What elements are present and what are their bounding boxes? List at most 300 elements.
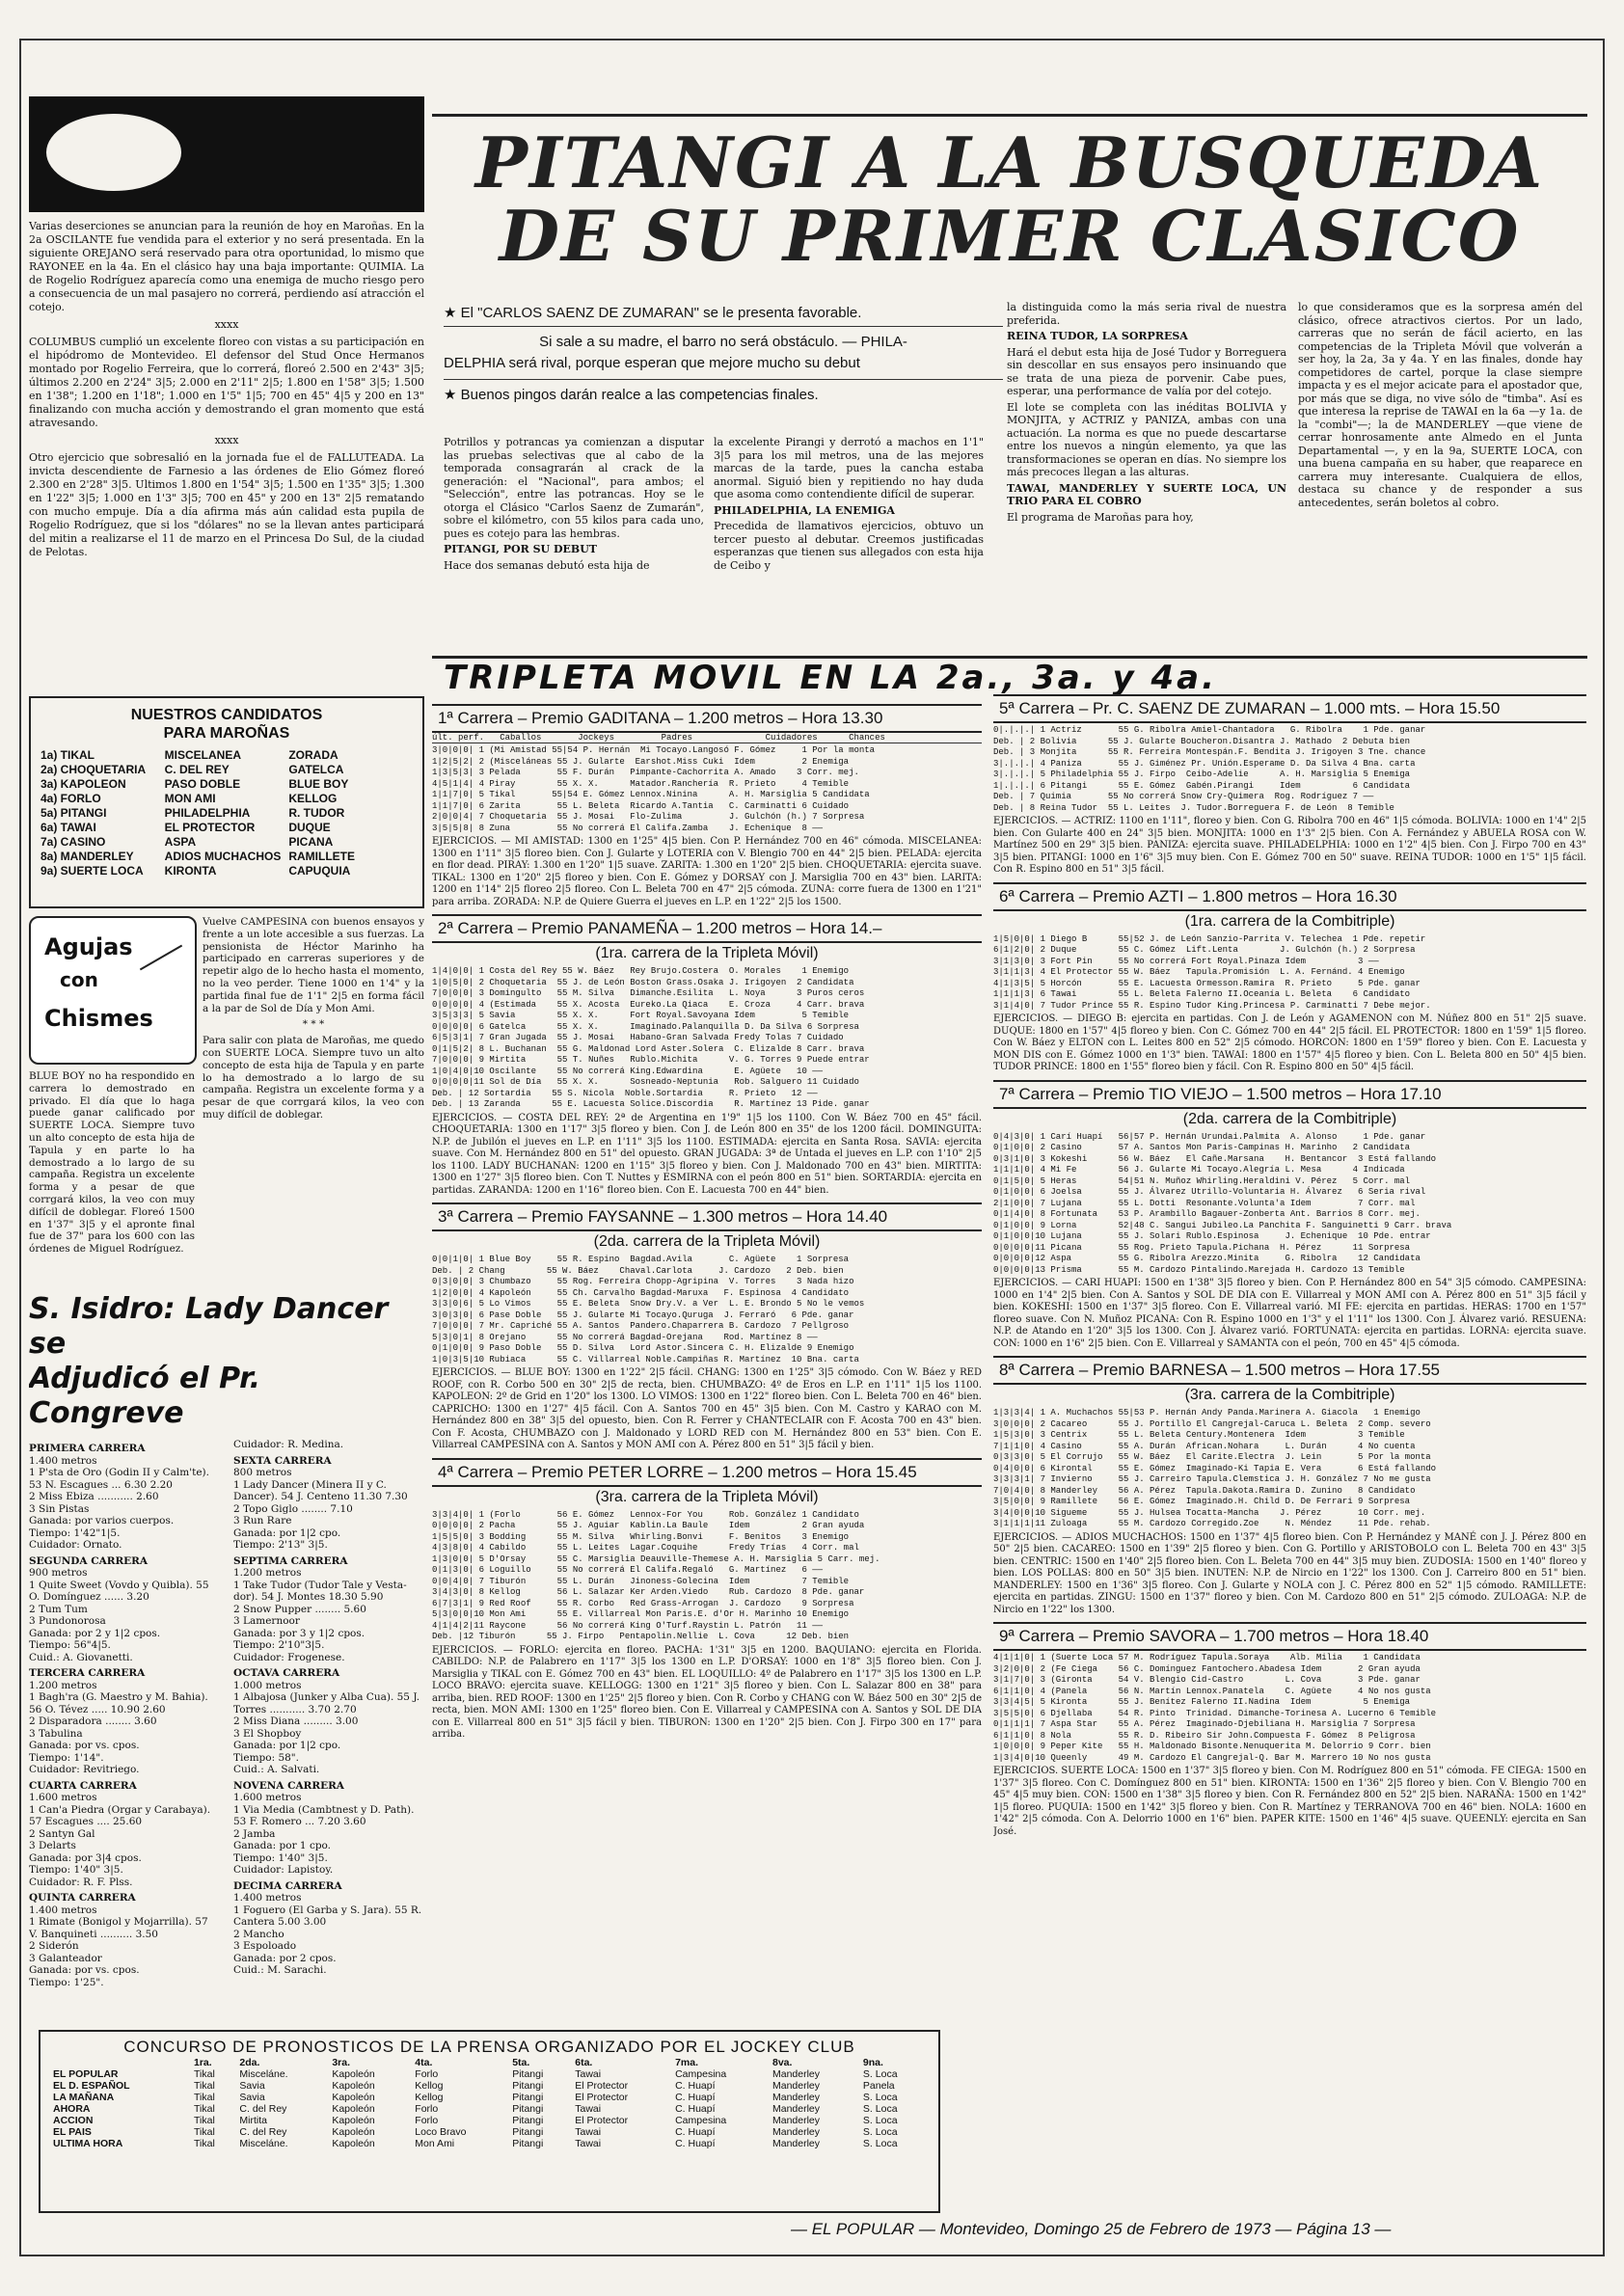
pick-cell: Kapoleón: [332, 2126, 375, 2138]
race-section: [993, 882, 1586, 1074]
candidate-cell: 1a) TIKAL: [41, 748, 95, 762]
entry-row: 0|0|0|0| 2 Pacha 55 J. Aguiar Kablin.La Baule Idem 2 Gran ayuda: [432, 1521, 865, 1530]
entry-row: 6|1|2|0| 2 Duque 55 C. Gómez Lift.Lenta J. Gulchón (h.) 2 Sorpresa: [993, 945, 1416, 955]
race-section: [993, 1356, 1586, 1616]
race-exercises: EJERCICIOS. — COSTA DEL REY: 2ª de Argentina en 1'9" 1|5 los 1100. Con W. Báez 700 en 45" fácil. CHOQUETARIA: 1300 en 1'17" 3|5 floreo y bien. Con J. de León 800 en 35" de los 1200 fácil. DOMINGUITA: N.P. de Jubilón el jueves en L.P. en 1'11" 3|5 los 1100. ESTIMADA: ejercita en Santa Rosa. SAVIA: ejercita suave. Con M. Hernández 800 en 51" del opuesto. GRAN JUGADA: 3ª de Untada el jueves en L.P. con 1'10" 2|5 los 1100. LADY BUCHANAN: 1200 en 1'15" 3|5 floreo y bien. Con J. Maldonado 700 en 43" bien. MIRTITA: 1300 en 1'27" 3|5 floreo bien. Con T. Nuttes y ESMIRNA con el peón 800 en 51" bien. SORTARDIA: ejercita en partidas. ZARANDA: 1200 en 1'16" floreo bien. Con E. Lacuesta 700 en 44" bien.: [432, 1112, 982, 1196]
result-line: 2 Mancho: [233, 1928, 284, 1940]
pick-cell: Forlo: [415, 2068, 439, 2080]
note-paragraph: COLUMBUS cumplió un excelente floreo con vistas a su participación en el hipódromo de Montevideo. El defensor del Stud Once Hermanos montado por Rogelio Ferreira, que lo correrá, floreó 2.500 en 2'43" 3|5; últimos 2.200 en 2'24" 3|5; 2.000 en 2'11" 2|5; 1.800 en 1'58" 3|5; 1.500 en 1'38"; 1.200 en 1'18"; 1.000 en 1'5" 1|5; 700 en 45" 4|5 y 200 en 13" finalizando con mucha acción y demostrando el gran momento que está atravesando.: [29, 336, 424, 429]
agujas-separator: * * *: [302, 1018, 325, 1031]
agujas-text-left: [29, 1070, 195, 1283]
isidro-title-1: S. Isidro: Lady Dancer se: [29, 1292, 389, 1361]
race-header: 1ª Carrera – Premio GADITANA – 1.200 metros – Hora 13.30: [432, 704, 982, 733]
result-line: 3 Espoloado: [233, 1940, 297, 1952]
entry-row: 1|2|5|2| 2 (Misceláneas 55 J. Gularte Earshot.Miss Cuki Idem 2 Enemiga: [432, 756, 850, 767]
result-line: 1 Foguero (El Garba y S. Jara). 55 R. Cantera 5.00 3.00: [233, 1904, 422, 1928]
entry-row: 5|3|0|0|10 Mon Ami 55 E. Villarreal Mon Paris.E. d'Or H. Marinho 10 Enemigo: [432, 1609, 850, 1619]
pick-cell: Kapoleón: [332, 2080, 375, 2092]
entry-row: 0|1|5|0| 5 Heras 54|51 N. Muñoz Whirling.Heraldini V. Pérez 5 Corr. mal: [993, 1175, 1411, 1186]
pick-cell: Mon Ami: [415, 2138, 455, 2149]
entry-row: 0|1|0|0|10 Lujana 55 J. Solari Rublo.Espinosa J. Echenique 10 Pde. entrar: [993, 1231, 1431, 1241]
result-line: 56 O. Tévez ..... 10.90 2.60: [29, 1703, 166, 1715]
entry-row: 3|3|4|0| 1 (Forlo 56 E. Gómez Lennox-For You Rob. González 1 Candidato: [432, 1509, 859, 1520]
pick-cell: Kapoleón: [332, 2068, 375, 2080]
concurso-header-cell: 8va.: [772, 2057, 793, 2068]
candidate-cell: PHILADELPHIA: [164, 806, 251, 820]
race-subtitle: (2da. carrera de la Combitriple): [1182, 1110, 1397, 1127]
needle-icon: [140, 945, 182, 971]
concurso-row: [50, 2103, 929, 2115]
entry-row: 1|0|4|0|10 Oscilante 55 No correrá King.Edwardina E. Agüete 10 ——: [432, 1066, 824, 1076]
pick-cell: Tawai: [575, 2068, 602, 2080]
agujas-section: [29, 916, 424, 1283]
pick-cell: S. Loca: [862, 2103, 898, 2115]
entry-row: 1|0|5|0| 2 Choquetaria 55 J. de León Boston Grass.Osaka J. Irigoyen 2 Candidata: [432, 977, 854, 987]
race-subtitle: (2da. carrera de la Tripleta Móvil): [593, 1233, 821, 1250]
story-col-4: [1298, 301, 1583, 653]
entry-row: 3|5|5|0| 6 Djellaba 54 R. Pinto Trinidad. Dimanche-Torinesa A. Lucerno 6 Temible: [993, 1708, 1437, 1718]
agujas-logo-line: con: [60, 968, 98, 991]
result-line: 1.000 metros: [233, 1679, 302, 1691]
race-section: [993, 1622, 1586, 1838]
concurso-header-cell: 5ta.: [512, 2057, 530, 2068]
entries-table: [993, 1132, 1586, 1277]
candidate-row: [41, 821, 413, 835]
candidate-cell: 7a) CASINO: [41, 835, 106, 849]
agujas-logo-line: Agujas: [44, 933, 133, 960]
story-paragraph: Hace dos semanas debutó esta hija de: [444, 558, 650, 572]
entry-row: 2|0|0|4| 7 Choquetaria 55 J. Mosai Flo-Zulima J. Gulchón (h.) 7 Sorpresa: [432, 812, 865, 822]
entry-row: 4|5|1|4| 4 Piray 55 X. X. Matador.Ranchería R. Prieto 4 Temible: [432, 778, 850, 789]
candidate-cell: 8a) MANDERLEY: [41, 850, 134, 863]
entry-row: 2|1|0|0| 7 Lujana 55 L. Dotti Resonante.Volunta'a Idem 7 Corr. mal: [993, 1198, 1416, 1208]
story-paragraph: la excelente Pirangi y derrotó a machos en 1'1" 3|5 para los mil metros, una de las mejores marcas de la tarde, pues la cancha estaba anormal. Siguió bien y repitiendo no hay duda que asoma como contendiente difícil de superar.: [714, 436, 984, 500]
candidate-row: [41, 748, 413, 763]
result-line: 3 Tabulina: [29, 1727, 83, 1740]
race-header: 7ª Carrera – Premio TIO VIEJO – 1.500 metros – Hora 17.10: [993, 1080, 1586, 1109]
entry-row: 0|0|0|0|11 Sol de Día 55 X. X. Sosneado-Neptunia Rob. Salguero 11 Cuidado: [432, 1077, 859, 1087]
pick-cell: Panela: [862, 2080, 895, 2092]
race-header: 3ª Carrera – Premio FAYSANNE – 1.300 metros – Hora 14.40: [432, 1202, 982, 1231]
result-line: 1.200 metros: [233, 1567, 302, 1579]
result-line: Ganada: por 2 cpos.: [233, 1952, 337, 1964]
result-line: Tiempo: 2'13" 3|5.: [233, 1539, 328, 1551]
entry-row: 4|1|3|5| 5 Horcón 55 E. Lacuesta Ormesson.Ramira R. Prieto 5 Pde. ganar: [993, 978, 1421, 988]
entry-row: 0|4|0|0| 6 Kirontal 55 E. Gómez Imaginado-Ki Tapia E. Vera 6 Está fallando: [993, 1463, 1437, 1473]
entry-row: 1|0|0|0| 9 Peper Kite 55 H. Maldonado Bisonte.Nenuquerita M. Delorrio 9 Corr. bien: [993, 1742, 1431, 1751]
candidate-cell: 2a) CHOQUETARIA: [41, 763, 147, 776]
concurso-row: [50, 2138, 929, 2149]
pick-cell: C. Huapí: [675, 2126, 716, 2138]
pick-cell: Loco Bravo: [415, 2126, 467, 2138]
pick-cell: Pitangi: [512, 2080, 544, 2092]
entry-row: 1|5|5|0| 3 Bodding 55 M. Silva Whirling.Bonvi F. Benitos 3 Enemigo: [432, 1531, 850, 1542]
pick-cell: Manderley: [772, 2103, 821, 2115]
result-line: 1.600 metros: [233, 1792, 302, 1803]
entry-row: 0|0|0|0|13 Prisma 55 M. Cardozo Pintalindo.Marejada H. Cardozo 13 Temible: [993, 1264, 1405, 1275]
result-line: DECIMA CARRERA: [233, 1879, 342, 1892]
entry-row: 0|0|0|0|12 Aspa 55 G. Ribolra Arezzo.Minita G. Ribolra 12 Candidata: [993, 1254, 1421, 1263]
pick-cell: Misceláne.: [239, 2138, 288, 2149]
deck-line: ★ Buenos pingos darán realce a las competencias finales.: [444, 387, 819, 403]
pick-cell: Savia: [239, 2092, 265, 2103]
deck-bullets: [444, 301, 1003, 411]
entry-row: 7|0|4|0| 8 Manderley 56 A. Pérez Tapula.Dakota.Ramira D. Zunino 8 Candidato: [993, 1485, 1416, 1496]
entry-row: 0|.|.|.| 1 Actriz 55 G. Ribolra Amiel-Chantadora G. Ribolra 1 Pde. ganar: [993, 725, 1426, 735]
entry-row: 1|3|0|0| 5 D'Orsay 55 C. Marsiglia Deauville-Themese A. H. Marsiglia 5 Carr. mej.: [432, 1553, 880, 1564]
result-line: 3 Delarts: [29, 1840, 76, 1851]
headline-rule-top: [432, 114, 1587, 117]
candidate-cell: ASPA: [164, 835, 197, 849]
deck-line: ★ El "CARLOS SAENZ DE ZUMARAN" se le presenta favorable.: [444, 301, 1003, 327]
entry-row: 7|1|1|0| 4 Casino 55 A. Durán African.Nohara L. Durán 4 No cuenta: [993, 1441, 1416, 1451]
entry-row: 1|5|0|0| 1 Diego B 55|52 J. de León Sanzio-Parrita V. Telechea 1 Pde. repetir: [993, 933, 1426, 944]
candidate-row: [41, 792, 413, 806]
race-exercises: EJERCICIOS. SUERTE LOCA: 1500 en 1'37" 3|5 floreo y bien. Con M. Rodríguez 800 en 51" cómoda. FE CIEGA: 1500 en 1'37" 3|5 floreo. Con C. Domínguez 800 en 51" bien. KIRONTA: 1500 en 1'36" 2|5 floreo y bien. Con V. Blengio 700 en 45" 4|5 muy bien. CON: 1500 en 1'38" 3|5 floreo y bien. Con R. Fernández 800 en 52" 2|5 bien. NARAÑA: 1500 en 1'42" 1|5 floreo. PUQUIA: 1500 en 1'42" 3|5 floreo y bien. Con R. Martínez y TERRANOVA 700 en 46" bien. NOLA: 1600 en 1'42" 2|5 cómoda. Con A. Delorrio 1000 en 1'6" bien. PAPER KITE: 1500 en 1'46" 4|5 suave. QUEENLY: ejercita en San José.: [993, 1766, 1586, 1837]
result-line: Ganada: por 2 y 1|2 cpos.: [29, 1627, 161, 1639]
entry-row: 0|0|0|0|11 Picana 55 Rog. Prieto Tapula.Pichana H. Pérez 11 Sorpresa: [993, 1242, 1411, 1253]
isidro-col-a: [29, 1439, 220, 1988]
story-paragraph: Precedida de llamativos ejercicios, obtuvo un tercer puesto al debutar. Creemos justificadas esperanzas que tienen sus allegados con esta hija de Ceibo y: [714, 520, 984, 572]
pick-cell: Pitangi: [512, 2068, 544, 2080]
result-line: SEXTA CARRERA: [233, 1454, 332, 1467]
pick-cell: Tikal: [194, 2080, 215, 2092]
entry-row: 3|1|4|0| 7 Tudor Prince 55 R. Espino Tudor King.Princesa P. Carminatti 7 Debe mejor.: [993, 1000, 1431, 1011]
pick-cell: Pitangi: [512, 2115, 544, 2126]
entry-row: 6|5|3|1| 7 Gran Jugada 55 J. Mosai Habano-Gran Salvada Fredy Tolas 7 Cuidado: [432, 1033, 844, 1042]
pick-cell: C. Huapí: [675, 2103, 716, 2115]
candidate-cell: EL PROTECTOR: [164, 821, 256, 834]
race-exercises: EJERCICIOS. — FORLO: ejercita en floreo. PACHA: 1'31" 3|5 en 1200. BAQUIANO: ejercita en Florida. CABILDO: N.P. de Palabrero en 1'17" 3|5 los 1300 en L.P. D'ORSAY: 1000 en 1'8" 3|5 floreo bien. Con J. Marsiglia y TIKAL con E. Gómez 700 en 43" bien. EL LOQUILLO: 4º de Palabrero en 1'17" 3|5 los 1300 en L.P. LOCO BRAVO: ejercita suave. KELLOGG: 1300 en 1'21" 3|5 floreo y bien. Con L. Salazar 800 en 38" para arriba, bien. RED ROOF: 1300 en 1'25" 2|5 floreo y bien. Con R. Corbo y CHANG con W. Báez 500 en 30" 2|5 de recta, bien. MON AMI: 1300 en 1'25" floreo bien. Con E. Villarreal y CAMPESINA con A. Santos y SOL DE DIA con E. Villarreal 800 en 51" 3|5 fácil y bien. TIBURON: 1300 en 1'20" 2|5 bien. Con J. Firpo 300 en 17" para arriba.: [432, 1644, 982, 1740]
result-line: 1 Rimate (Bonigol y Mojarrilla). 57 V. Banquineti .......... 3.50: [29, 1916, 208, 1940]
entry-row: 4|1|1|0| 1 (Suerte Loca 57 M. Rodríguez Tapula.Soraya Alb. Milia 1 Candidata: [993, 1653, 1421, 1662]
entry-row: 3|.|.|.| 5 Philadelphia 55 J. Firpo Ceibo-Adelie A. H. Marsiglia 5 Enemiga: [993, 770, 1411, 779]
entries-table: [432, 1510, 982, 1643]
note-paragraph: Otro ejercicio que sobresalió en la jornada fue el de FALLUTEADA. La invicta descendiente de Farnesio a las órdenes de Elio Gómez floreó 2.300 en 2'28" 3|5. Ultimos 1.800 en 1'54" 3|5; 1.500 en 1'35" 3|5; 1.300 en 1'22" 3|5; 1.000 en 1'3" 3|5; 700 en 45" y 200 en 13" 2|5 rematando con mucho empuje. Día a día afirma más aún calidad esta pupila de Rogelio Rodríguez, que si los "dólares" no se la llevan antes participará del mitin a realizarse el 11 de marzo en el Princesa Do Sul, de la ciudad de Pelotas.: [29, 451, 424, 558]
story-subhead: PITANGI, POR SU DEBUT: [444, 543, 597, 555]
concurso-row: [50, 2115, 929, 2126]
agujas-paragraph: Para salir con plata de Maroñas, me quedo con SUERTE LOCA. Siempre tuvo un alto concepto de esta hija de Tapula y en parte lo ha demostrado a lo largo de su campaña. Registra un excelente forma y a pesar de que corrgará kilos, la veo con muy difícil de doblegar.: [203, 1035, 424, 1121]
pick-cell: Kapoleón: [332, 2103, 375, 2115]
pick-cell: Campesina: [675, 2068, 727, 2080]
candidate-cell: 3a) KAPOLEON: [41, 777, 126, 791]
entry-row: 3|5|3|3| 5 Savia 55 X. X. Fort Royal.Savoyana Idem 5 Temible: [432, 1011, 850, 1020]
candidates-title-1: NUESTROS CANDIDATOS: [130, 707, 323, 723]
entry-row: 7|0|0|0| 9 Mirtita 55 T. Nuñes Rublo.Michita V. G. Torres 9 Puede entrar: [432, 1055, 870, 1065]
headline-line-2: DE SU PRIMER CLASICO: [499, 195, 1521, 277]
pick-cell: C. del Rey: [239, 2126, 287, 2138]
candidate-row: [41, 864, 413, 878]
race-subtitle: (3ra. carrera de la Tripleta Móvil): [595, 1488, 819, 1505]
candidate-row: [41, 835, 413, 850]
concurso-header-cell: 3ra.: [332, 2057, 351, 2068]
newspaper-name: EL D. ESPAÑOL: [53, 2080, 130, 2092]
result-line: Ganada: por vs. cpos.: [29, 1740, 140, 1751]
race-exercises: EJERCICIOS. — MI AMISTAD: 1300 en 1'25" 4|5 bien. Con P. Hernández 700 en 46" cómoda. MISCELANEA: 1300 en 1'11" 3|5 floreo bien. Con J. Gularte y LOTERIA con V. Blengio 700 en 44" 2|5 bien. PELADA: ejercita en flor dead. PIRAY: 1.300 en 1'20" 1|5 suave. ZARITA: 1.300 en 1'20" 2|5 bien. CHOQUETARIA: ejercita suave. TIKAL: 1300 en 1'20" 2|5 floreo y bien. Con E. Gómez y DORSAY con J. Marsiglia 700 en 43" bien. LARITA: 1200 en 1'14" 2|5 floreo 2|5 floreo. Con L. Beleta 700 en 47" 2|5 cómoda. ZUNA: corre fuera de 1300 en 1'21" para arriba. ZORADA: N.P. de Quiere Guerra el jueves en L.P. en 1'22" 2|5 los 1500.: [432, 836, 982, 907]
entry-row: Deb. | 2 Bolivia 55 J. Gularte Boucheron.Disantra J. Mathado 2 Debuta bien: [993, 736, 1411, 746]
story-paragraph: la distinguida como la más seria rival de nuestra preferida.: [1007, 301, 1286, 327]
deck-line: DELPHIA será rival, porque esperan que mejore mucho su debut: [444, 352, 1003, 380]
result-line: 1.400 metros: [29, 1904, 97, 1916]
concurso-title: CONCURSO DE PRONOSTICOS DE LA PRENSA ORGANIZADO POR EL JOCKEY CLUB: [123, 2038, 855, 2056]
story-col-2: [714, 436, 984, 653]
result-line: 2 Miss Diana ......... 3.00: [233, 1715, 359, 1727]
pick-cell: Kapoleón: [332, 2092, 375, 2103]
newspaper-name: EL PAIS: [53, 2126, 92, 2138]
pick-cell: El Protector: [575, 2092, 629, 2103]
result-line: Tiempo: 1'42"1|5.: [29, 1526, 121, 1539]
entry-row: 3|1|1|1|11 Zuloaga 55 M. Cardozo Corregido.Zoe N. Méndez 11 Pde. rehab.: [993, 1519, 1431, 1528]
concurso-box: [39, 2030, 940, 2213]
candidate-row: [41, 777, 413, 792]
entry-row: 3|1|3|0| 3 Fort Pin 55 No correrá Fort Royal.Pinaza Idem 3 ——: [993, 956, 1379, 966]
pick-cell: Tawai: [575, 2103, 602, 2115]
result-line: Cuidador: Lapistoy.: [233, 1864, 334, 1876]
pick-cell: Forlo: [415, 2115, 439, 2126]
concurso-header-cell: [50, 2057, 191, 2068]
entries-table: [432, 966, 982, 1111]
concurso-header-cell: 7ma.: [675, 2057, 699, 2068]
concurso-header-cell: 4ta.: [415, 2057, 433, 2068]
candidate-cell: ADIOS MUCHACHOS: [164, 850, 282, 863]
race-header: 5ª Carrera – Pr. C. SAENZ DE ZUMARAN – 1.000 mts. – Hora 15.50: [993, 694, 1586, 723]
result-line: 900 metros: [29, 1567, 88, 1579]
entry-row: 5|3|0|1| 8 Orejano 55 No correrá Bagdad-Orejana Rod. Martínez 8 ——: [432, 1332, 818, 1342]
result-line: 1.400 metros: [29, 1454, 97, 1467]
entry-row: 3|3|0|6| 5 Lo Vimos 55 E. Beleta Snow Dry.V. a Ver L. E. Brondo 5 No le vemos: [432, 1299, 865, 1309]
story-paragraph: Hará el debut esta hija de José Tudor y Borreguera sin descollar en sus ensayos pero insinuando que se trata de una pieza de porvenir. Cabe pues, esperar, una performance de valía por del cotejo.: [1007, 345, 1286, 397]
candidate-row: [41, 763, 413, 777]
newspaper-name: LA MAÑANA: [53, 2092, 115, 2103]
race-exercises: EJERCICIOS. — ADIOS MUCHACHOS: 1500 en 1'37" 4|5 floreo bien. Con P. Hernández y MANÉ con J. J. Pérez 800 en 50" 2|5 bien. CACAREO: 1500 en 1'39" 2|5 floreo y bien. Con G. Portillo y ARISTOBOLO con L. Beleta 700 en 43" 3|5 bien. CENTRIC: 1500 en 1'40" 2|5 floreo bien. Con L. Beleta 700 en 44" 3|5 muy bien. ZUDOSIA: 1500 en 1'40" floreo y bien. LOS POLLAS: 800 en 50" 3|5 bien. INUTEN: N.P. de Nircio en 1'22" los 1300. Con J. Carreiro 800 en 51" bien. MANDERLEY: 1500 en 1'36" 3|5 floreo. Con J. Gularte y NOLA con J. C. Pérez 800 en 52" 1|5 cómodo. RAMILLETE: ejercita en partidas. ZINGU: 1500 en 1'37" floreo y bien. Con M. Cardozo 800 en 51" 2|5 cómodo. ZULOAGA: N.P. de Nircio en 1'22" los 1300.: [993, 1531, 1586, 1615]
entry-row: 1|1|7|0| 5 Tikal 55|54 E. Gómez Lennox.Ninina A. H. Marsiglia 5 Candidata: [432, 790, 870, 799]
pick-cell: S. Loca: [862, 2138, 898, 2149]
pick-cell: Tikal: [194, 2068, 215, 2080]
races-left-column: [432, 704, 982, 2025]
result-line: Ganada: por vs. cpos.: [29, 1964, 140, 1976]
entry-row: 0|1|3|0| 6 Loguillo 55 No correrá El Califa.Regaló G. Martínez 6 ——: [432, 1565, 824, 1575]
result-line: 2 Topo Giglo ........ 7.10: [233, 1502, 353, 1515]
result-line: Cuidador: Revitriego.: [29, 1764, 140, 1775]
candidate-cell: KELLOG: [288, 792, 338, 805]
entry-row: 7|0|0|0| 3 Domingulto 55 M. Silva Dimanche.Esilita L. Noya 3 Puros ceros: [432, 988, 865, 998]
newspaper-name: EL POPULAR: [53, 2068, 119, 2080]
note-separator: xxxx: [214, 318, 239, 331]
concurso-header-row: [50, 2057, 929, 2068]
newspaper-name: ULTIMA HORA: [53, 2138, 123, 2149]
result-line: Ganada: por 1|2 cpo.: [233, 1526, 341, 1539]
pick-cell: Kellog: [415, 2080, 444, 2092]
race-header: 8ª Carrera – Premio BARNESA – 1.500 metros – Hora 17.55: [993, 1356, 1586, 1385]
result-line: Cuidador: Frogenese.: [233, 1651, 345, 1663]
candidate-cell: 5a) PITANGI: [41, 806, 107, 820]
result-line: 1.400 metros: [233, 1892, 302, 1904]
entries-table: [432, 745, 982, 834]
entry-row: 1|4|0|0| 1 Costa del Rey 55 W. Báez Rey Brujo.Costera O. Morales 1 Enemigo: [432, 966, 850, 976]
race-exercises: EJERCICIOS. — DIEGO B: ejercita en partidas. Con J. de León y AGAMENON con M. Núñez 800 en 51" 2|5 suave. DUQUE: 1800 en 1'57" 4|5 floreo y bien. Con C. Gómez 700 en 44" 2|5 fácil. EL PROTECTOR: 1800 en 1'59" 1|5 floreo. Con W. Báez y ELTON con L. Leites 800 en 52" 2|5 cómodo. HORCON: 1800 en 1'59" floreo y bien. Con E. Lacuesta y MON DIS con E. Gómez 1000 en 1'3" bien. TAWAI: 1800 en 1'57" 4|5 floreo y bien. Con L. Beleta 800 en 50" 4|5 bien. TUDOR PRINCE: 1800 en 1'55" floreo bien y fácil. Con R. Espino 800 en 50" 4|5 fácil.: [993, 1013, 1586, 1072]
result-line: PRIMERA CARRERA: [29, 1443, 146, 1454]
entry-row: 1|3|5|3| 3 Pelada 55 F. Durán Pimpante-Cachorrita A. Amado 3 Corr. mej.: [432, 768, 859, 777]
result-line: 3 El Shopboy: [233, 1727, 302, 1740]
newspaper-name: ACCION: [53, 2115, 94, 2126]
entry-row: 0|3|3|0| 5 El Corrujo 55 W. Báez El Carite.Electra J. Lein 5 Por la monta: [993, 1452, 1431, 1462]
result-line: Cuidador: R. F. Plss.: [29, 1876, 133, 1888]
isidro-title-2: Adjudicó el Pr. Congreve: [29, 1362, 261, 1430]
result-line: 3 Lamernoor: [233, 1615, 300, 1627]
candidate-cell: MON AMI: [164, 792, 216, 805]
result-line: 2 Tum Tum: [29, 1603, 88, 1615]
entry-row: 0|1|4|0| 8 Fortunata 53 P. Arambillo Bagauer-Zonberta Ant. Barrios 8 Corr. mej.: [993, 1209, 1421, 1219]
pick-cell: Tikal: [194, 2092, 215, 2103]
entry-row: 0|4|3|0| 1 Carí Huapí 56|57 P. Hernán Urundai.Palmita A. Alonso 1 Pde. ganar: [993, 1131, 1426, 1142]
agujas-text-right: [203, 916, 424, 1283]
race-header: 2ª Carrera – Premio PANAMEÑA – 1.200 metros – Hora 14.–: [432, 914, 982, 943]
race-column-headers: últ. perf. Caballos Jockeys Padres Cuidadores Chances: [432, 733, 982, 743]
entry-row: 0|1|5|2| 8 L. Buchanan 55 G. Maldonad Lord Aster.Solera C. Elizalde 8 Carr. brava: [432, 1043, 865, 1054]
entry-row: 3|3|3|1| 7 Invierno 55 J. Carreiro Tapula.Clemstica J. H. González 7 No me gusta: [993, 1474, 1431, 1484]
entry-row: 4|3|8|0| 4 Cabildo 55 L. Leites Lagar.Coquihe Fredy Trías 4 Corr. mal: [432, 1543, 859, 1553]
result-line: 1 Quite Sweet (Vovdo y Quibla). 55: [29, 1579, 209, 1591]
entry-row: 6|1|1|0| 8 Nola 55 R. D. Ribeiro Sir John.Compuesta F. Gómez 8 Peligrosa: [993, 1730, 1416, 1741]
column-notes: [29, 220, 424, 683]
pick-cell: S. Loca: [862, 2126, 898, 2138]
entry-row: Deb. | 12 Sortardia 55 S. Nicola Noble.Sortardia R. Prieto 12 ——: [432, 1088, 818, 1098]
race-subtitle: (1ra. carrera de la Combitriple): [1184, 912, 1395, 930]
candidate-row: [41, 850, 413, 864]
candidates-title-2: PARA MAROÑAS: [163, 725, 290, 742]
result-line: SEGUNDA CARRERA: [29, 1554, 149, 1567]
note-separator: xxxx: [214, 434, 239, 446]
page-footer: — EL POPULAR — Montevideo, Domingo 25 de Febrero de 1973 — Página 13 —: [791, 2220, 1392, 2238]
entry-row: 0|1|0|0| 9 Lorna 52|48 C. Sangui Jubileo.La Panchita F. Sanguinetti 9 Carr. brava: [993, 1220, 1452, 1230]
deck-line: Si sale a su madre, el barro no será obstáculo. — PHILA-: [539, 334, 907, 350]
result-line: 2 Siderón: [29, 1940, 79, 1952]
candidate-cell: CAPUQUIA: [288, 864, 351, 878]
entry-row: 4|1|4|2|11 Raycone 56 No correrá King O'Turf.Raystin L. Patrón 11 ——: [432, 1620, 824, 1631]
pick-cell: Pitangi: [512, 2103, 544, 2115]
headline-box: [432, 114, 1587, 316]
candidate-row: [41, 806, 413, 821]
candidates-list: [41, 748, 413, 878]
story-col-3: [1007, 301, 1286, 653]
pick-cell: Tikal: [194, 2115, 215, 2126]
agujas-logo-line: Chismes: [44, 1005, 153, 1032]
story-subhead: PHILADELPHIA, LA ENEMIGA: [714, 503, 895, 517]
result-line: Tiempo: 56"4|5.: [29, 1639, 111, 1651]
entry-row: 3|.|.|.| 4 Paniza 55 J. Giménez Pr. Unión.Esperame D. Da Silva 4 Bna. carta: [993, 758, 1416, 769]
isidro-section: [29, 1292, 424, 1996]
result-line: OCTAVA CARRERA: [233, 1667, 340, 1679]
candidate-cell: PASO DOBLE: [164, 777, 241, 791]
entry-row: 0|1|0|0| 9 Paso Doble 55 D. Silva Lord Astor.Sincera C. H. Elizalde 9 Enemigo: [432, 1343, 854, 1353]
entry-row: 3|2|0|0| 2 (Fe Ciega 56 C. Domínguez Fantochero.Abadesa Idem 2 Gran ayuda: [993, 1663, 1421, 1674]
entries-table: [993, 725, 1586, 814]
candidate-cell: KIRONTA: [164, 864, 217, 878]
pick-cell: C. Huapí: [675, 2092, 716, 2103]
result-line: Tiempo: 1'25".: [29, 1976, 104, 1988]
entries-table: [432, 1255, 982, 1365]
candidate-cell: RAMILLETE: [288, 850, 356, 863]
race-section: [432, 1458, 982, 1742]
race-section: [432, 914, 982, 1197]
pick-cell: Kellog: [415, 2092, 444, 2103]
result-line: 1.200 metros: [29, 1679, 97, 1691]
pick-cell: Manderley: [772, 2138, 821, 2149]
pick-cell: Manderley: [772, 2092, 821, 2103]
entry-row: 3|5|0|0| 9 Ramillete 56 E. Gómez Imaginado.H. Child D. De Ferrari 9 Sorpresa: [993, 1497, 1411, 1506]
entry-row: 3|1|1|3| 4 El Protector 55 W. Báez Tapula.Promisión L. A. Fernánd. 4 Enemigo: [993, 967, 1405, 977]
result-line: Ganada: por varios cuerpos.: [29, 1515, 175, 1526]
star-icon: ★: [444, 387, 461, 403]
entry-row: 0|3|1|0| 3 Kokeshi 56 W. Báez El Cañe.Marsana H. Bentancor 3 Está fallando: [993, 1153, 1437, 1164]
concurso-header-cell: 6ta.: [575, 2057, 593, 2068]
pick-cell: C. Huapí: [675, 2080, 716, 2092]
entry-row: 7|0|0|0| 7 Mr. Capriché 55 A. Santos Pandero.Chaparrera B. Cardozo 7 Pellgroso: [432, 1321, 850, 1331]
agujas-paragraph: BLUE BOY no ha respondido en carrera lo demostrado en privado. El día que lo haga puede ganar calificado por SUERTE LOCA. Siempre tuvo un alto concepto de esta hija de Tapula y en parte lo ha demostrado a lo largo de su campaña. Registra un excelente forma y a pesar de que corrgará kilos, la veo con muy difícil de doblegar. Floreó 1500 en 1'37" 3|5 y el apronte final fue de 37" para los 600 con las órdenes de Miguel Rodríguez.: [29, 1070, 195, 1256]
result-line: 2 Jamba: [233, 1827, 276, 1840]
entry-row: 1|.|.|.| 6 Pitangi 55 E. Gómez Gabén.Pirangi Idem 6 Candidata: [993, 780, 1411, 791]
concurso-row: [50, 2080, 929, 2092]
candidate-cell: 9a) SUERTE LOCA: [41, 864, 144, 878]
pick-cell: S. Loca: [862, 2092, 898, 2103]
pick-cell: S. Loca: [862, 2115, 898, 2126]
result-line: Cuidador: R. Medina.: [233, 1439, 344, 1450]
result-line: Tiempo: 1'40" 3|5.: [233, 1851, 328, 1864]
concurso-row: [50, 2126, 929, 2138]
entries-table: [993, 1653, 1586, 1764]
result-line: 1 Take Tudor (Tudor Tale y Vesta-dor). 54 J. Montes 18.30 5.90: [233, 1579, 407, 1603]
result-line: SEPTIMA CARRERA: [233, 1554, 348, 1567]
race-header: 4ª Carrera – Premio PETER LORRE – 1.200 metros – Hora 15.45: [432, 1458, 982, 1487]
concurso-table: [50, 2057, 929, 2149]
pick-cell: C. del Rey: [239, 2103, 287, 2115]
entry-row: 3|4|0|0|10 Sigueme 55 J. Hulsea Tocatta-Mancha J. Pérez 10 Corr. mej.: [993, 1507, 1426, 1518]
result-line: Tiempo: 58".: [233, 1751, 299, 1764]
candidate-cell: BLUE BOY: [288, 777, 349, 791]
isidro-results: [29, 1439, 424, 1988]
candidate-cell: 6a) TAWAI: [41, 821, 96, 834]
candidate-cell: PICANA: [288, 835, 334, 849]
entry-row: 3|0|0|0| 2 Cacareo 55 J. Portillo El Cangrejal-Caruca L. Beleta 2 Comp. severo: [993, 1418, 1431, 1429]
isidro-col-b: [233, 1439, 424, 1988]
race-subtitle: (1ra. carrera de la Tripleta Móvil): [595, 945, 819, 961]
result-line: CUARTA CARRERA: [29, 1779, 137, 1792]
result-line: 3 Run Rare: [233, 1515, 292, 1526]
result-line: 1 P'sta de Oro (Godin II y Calm'te).: [29, 1467, 209, 1478]
entry-row: 1|3|4|0|10 Queenly 49 M. Cardozo El Cangrejal-Q. Bar M. Marrero 10 No nos gusta: [993, 1752, 1431, 1763]
candidate-cell: MISCELANEA: [164, 748, 242, 762]
entry-row: 0|1|1|1| 7 Aspa Star 55 A. Pérez Imaginado-Djebiliana H. Marsiglia 7 Sorpresa: [993, 1719, 1416, 1729]
result-line: 1 Via Media (Cambtnest y D. Path). 53 F. Romero ... 7.20 3.60: [233, 1803, 415, 1827]
pick-cell: El Protector: [575, 2080, 629, 2092]
pick-cell: Pitangi: [512, 2092, 544, 2103]
entry-row: 3|1|7|0| 3 (Gironta 54 V. Blengio Cid-Castro L. Cova 3 Pde. ganar: [993, 1675, 1421, 1685]
race-section: [993, 1080, 1586, 1351]
story-paragraph: El lote se completa con las inéditas BOLIVIA y MONJITA, y ACTRIZ y PANIZA, ambas con una actuación. La norma es que no puede descartarse entre los nuevos a ningún elemento, ya que las transformaciones se operan en días. No siempre los más precoces llegan a las alturas.: [1007, 400, 1286, 478]
result-line: 3 Pundonorosa: [29, 1615, 106, 1627]
candidate-cell: DUQUE: [288, 821, 331, 834]
pick-cell: Manderley: [772, 2068, 821, 2080]
result-line: 1 Lady Dancer (Minera II y C. Dancer). 54 J. Centeno 11.30 7.30: [233, 1478, 408, 1502]
candidate-cell: GATELCA: [288, 763, 344, 776]
entry-row: Deb. | 8 Reina Tudor 55 L. Leites J. Tudor.Borreguera F. de León 8 Temible: [993, 802, 1394, 813]
entry-row: 6|1|1|0| 4 (Panela 56 N. Martín Lennox.Panatela C. Agüete 4 No nos gusta: [993, 1686, 1431, 1696]
pick-cell: Manderley: [772, 2115, 821, 2126]
result-line: 1 Bagh'ra (G. Maestro y M. Bahia).: [29, 1691, 208, 1703]
pick-cell: Kapoleón: [332, 2115, 375, 2126]
result-line: Ganada: por 3 y 1|2 cpos.: [233, 1627, 365, 1639]
pick-cell: Pitangi: [512, 2126, 544, 2138]
